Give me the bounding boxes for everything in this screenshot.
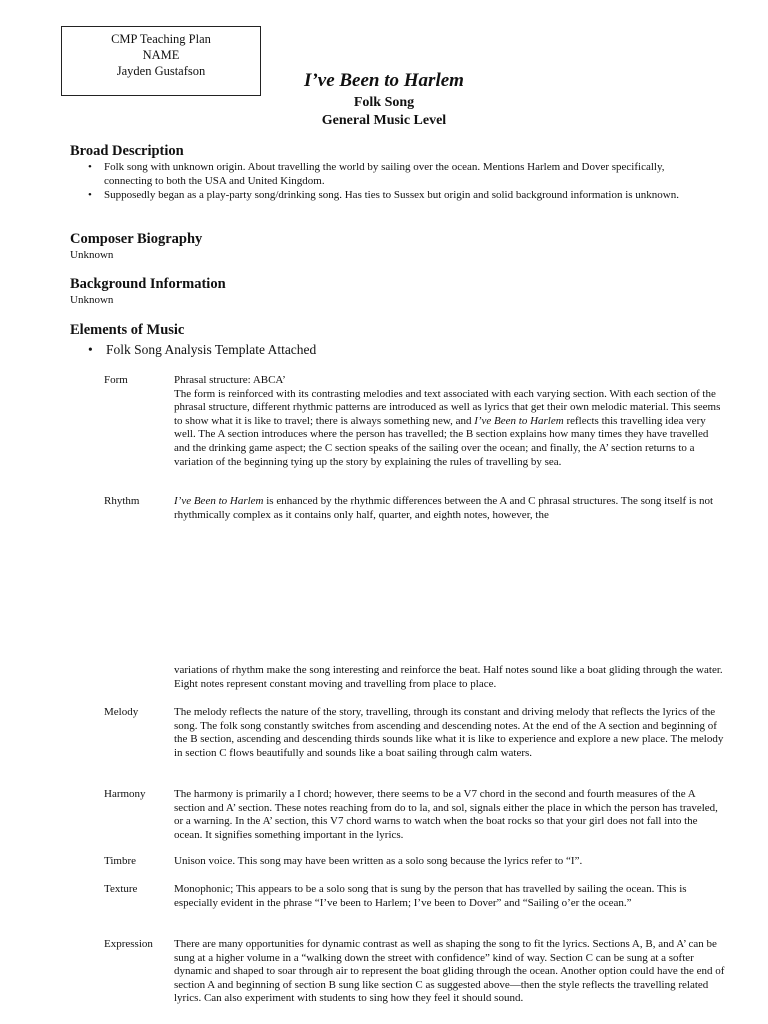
melody-text: The melody reflects the nature of the story, travelling, through its constant and driving melody that reflects the lyrics of the song. The folk song constantly switches from ascending and descending notes. At the end of the A section and beginning of the B section, ascending and descending thirds sounds like what it is like to experience and explore a new place. The melody in section C flows beautifully and sounds like a boat sailing through calm waters. [174,706,724,759]
composer-biography-text: Unknown [70,249,114,261]
heading-background-information: Background Information [70,276,226,292]
melody-label: Melody [104,706,139,718]
rhythm-text-part1: I’ve Been to Harlem is enhanced by the rhythmic differences between the A and C phrasal structures. The song itself is not rhythmically complex as it contains only half, quarter, and eighth notes, however, the [174,495,714,521]
timbre-label: Timbre [104,855,136,867]
header-author: Jayden Gustafson [116,64,206,78]
harmony-text: The harmony is primarily a I chord; however, there seems to be a V7 chord in the second and fourth measures of the A section and A’ section. These notes reaching from do to la, and sol, signals either the place in which the person has traveled, or a warning. In the A’ section, this V7 chord warns to watch when the boat rocks so that your girl does not fall into the ocean. It signifies something important in the lyrics. [174,788,718,841]
list-item: • Supposedly began as a play-party song/drinking song. Has ties to Sussex but origin and solid background information is unknown. [86,188,706,202]
rhythm-label: Rhythm [104,495,140,507]
header-plan-title: CMP Teaching Plan [111,32,211,46]
broad-description-list [86,160,706,202]
expression-text: There are many opportunities for dynamic contrast as well as shaping the song to fit the lyrics. Sections A, B, and A’ can be sung at a higher volume in a “walking down the street with confidence” kind of way. Section C can be sung at a softer dynamic and shaped to soar through air to represent the boat gliding through the ocean. Another option could have the end of section A and beginning of section B sung like section C as suggested above—then the style reflects the travelling related lyrics. Can also experiment with students to sing how they feel it should sound. [174,938,725,1005]
form-paragraph: The form is reinforced with its contrasting melodies and text associated with each varying section. With each section of the phrasal structure, different rhythmic patterns are introduced as well as lyrics that get their own melodic material. This seems to show what it is like to travel; there is always something new, and I’ve Been to Harlem reflects this travelling idea very well. The A section introduces where the person has travelled; the B section explains how many times they have travelled and the drinking game aspect; the C section speaks of the sailing over the ocean; and finally, the A’ section returns to a variation of the beginning tying up the story by explaining the rules of travelling by sea. [174,387,721,468]
rhythm-text-part2: variations of rhythm make the song interesting and reinforce the beat. Half notes sound like a boat gliding through the water. Eight notes represent constant moving and travelling from place to place. [174,664,723,690]
texture-text: Monophonic; This appears to be a solo song that is sung by the person that has travelled by sailing the ocean. This is especially evident in the phrase “I’ve been to Harlem; I’ve been to Dover” and “Sailing o’er the ocean.” [174,883,687,909]
list-item: • Folk song with unknown origin. About travelling the world by sailing over the ocean. Mentions Harlem and Dover specifically, connecting to both the USA and United Kingdom. [86,160,706,188]
page-title: I’ve Been to Harlem [304,70,464,91]
heading-elements-of-music: Elements of Music [70,322,185,338]
song-title-ref: I’ve Been to Harlem [474,414,564,427]
song-title-ref: I’ve Been to Harlem [174,495,264,507]
timbre-text: Unison voice. This song may have been written as a solo song because the lyrics refer to “I”. [174,855,583,867]
form-structure: Phrasal structure: ABCA’ [174,374,286,386]
background-information-text: Unknown [70,294,114,306]
page-subtitle-genre: Folk Song [353,95,415,110]
page-subtitle-level: General Music Level [321,113,447,128]
elements-bullet: • Folk Song Analysis Template Attached [88,342,317,357]
harmony-label: Harmony [104,788,146,800]
texture-label: Texture [104,883,138,895]
header-name-label: NAME [142,48,180,62]
elements-bullet-text: Folk Song Analysis Template Attached [106,342,317,357]
heading-broad-description: Broad Description [70,143,184,159]
heading-composer-biography: Composer Biography [70,231,203,247]
form-text [174,374,726,469]
expression-label: Expression [104,938,153,950]
form-label: Form [104,374,128,386]
